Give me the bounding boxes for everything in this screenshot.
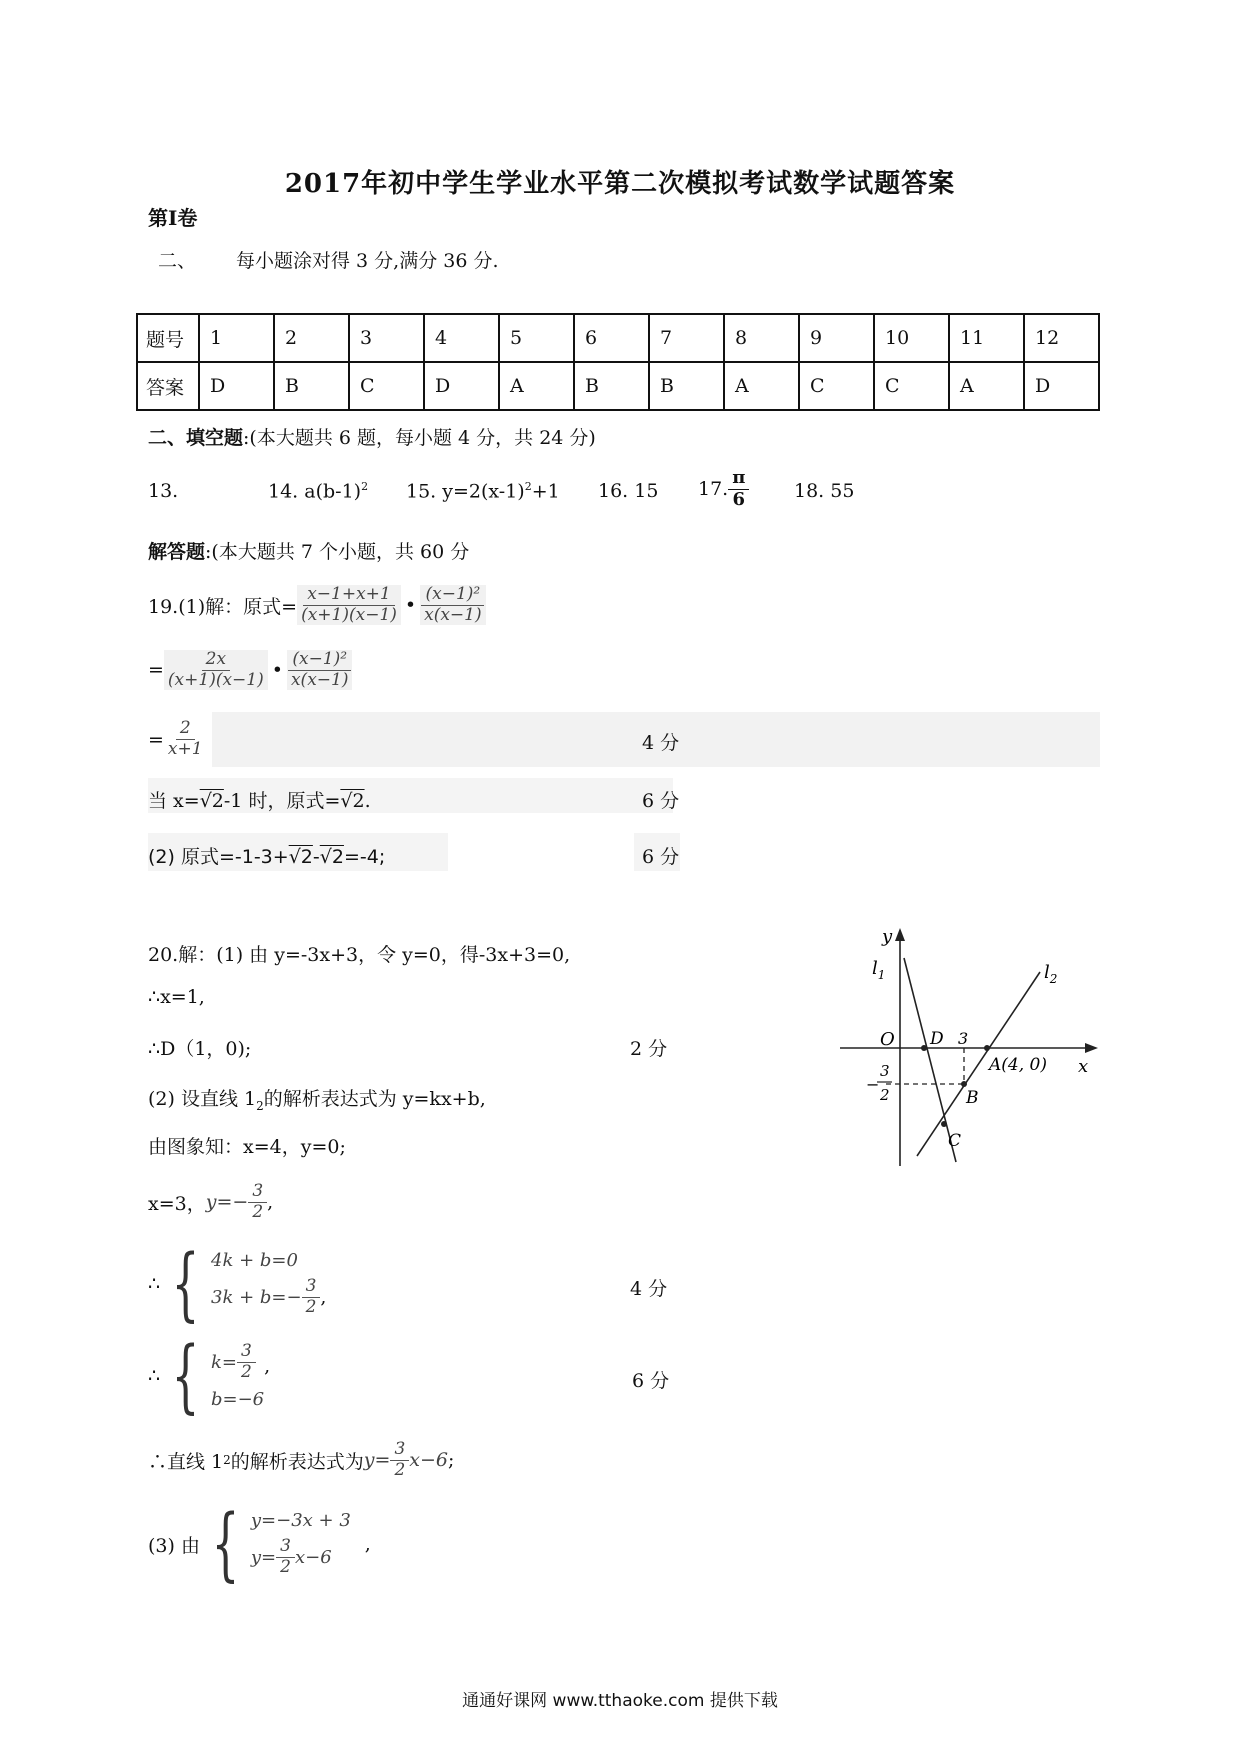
fill-note: :(本大题共 6 题，每小题 4 分，共 24 分): [243, 427, 596, 449]
fraction-numerator: x−1+x+1: [303, 585, 395, 606]
q20-text: ∴直线 1: [148, 1450, 224, 1473]
l2-label: [1044, 962, 1057, 986]
table-cell: C: [874, 362, 949, 410]
fraction: [297, 585, 401, 625]
l2-label-text: l: [1044, 962, 1050, 983]
point-c: [941, 1121, 947, 1127]
fraction-denominator: 2: [280, 1557, 291, 1577]
answer-17-label: 17.: [698, 478, 729, 501]
footer-text: 通通好课网 www.tthaoke.com 提供下载: [462, 1691, 778, 1711]
fraction-denominator: 2: [305, 1297, 317, 1317]
q20-text: x=3，: [148, 1192, 206, 1215]
sqrt-2: √2: [319, 846, 344, 868]
system-row: [211, 1277, 320, 1317]
multiply-dot: •: [404, 594, 417, 616]
answer-15-text: 15. y=2(x-1): [406, 480, 525, 503]
score-label: 2 分: [630, 1038, 668, 1060]
fraction: [390, 1440, 409, 1480]
sqrt-2: √2: [288, 846, 313, 868]
l2-subscript: 2: [1049, 972, 1058, 986]
comma: ,: [264, 1355, 271, 1377]
equation-text: k=: [211, 1352, 237, 1373]
table-cell: D: [424, 362, 499, 410]
equation-text: x−6: [409, 1449, 449, 1471]
solve-note: :(本大题共 7 个小题，共 60 分: [205, 541, 470, 563]
sqrt-2: √2: [199, 790, 224, 812]
answer-14: [268, 480, 368, 502]
page-title: 2017年初中学生学业水平第二次模拟考试数学试题答案: [284, 169, 956, 199]
table-cell: 12: [1024, 314, 1099, 362]
table-cell: B: [649, 362, 724, 410]
l1-label: [872, 958, 885, 982]
coordinate-graph: [840, 920, 1110, 1170]
table-cell: A: [724, 362, 799, 410]
sqrt-2: √2: [340, 790, 365, 812]
comma: ,: [320, 1286, 327, 1308]
table-row: [137, 314, 1099, 362]
fraction: [276, 1537, 295, 1577]
table-cell: C: [349, 362, 424, 410]
equation-text: 3k + b=−: [211, 1287, 302, 1308]
x-axis-label: x: [1078, 1056, 1089, 1077]
q20-text: 的解析表达式为: [230, 1450, 364, 1473]
table-cell: 4: [424, 314, 499, 362]
equation-system-3: [148, 1496, 371, 1592]
q20-text: 的解析表达式为 y=kx+b,: [263, 1088, 486, 1110]
table-cell: B: [574, 362, 649, 410]
fraction-denominator: 2: [241, 1362, 252, 1382]
system-rows: [211, 1250, 320, 1317]
equation-system-1: [148, 1236, 326, 1332]
tick-label-denominator: 2: [880, 1086, 890, 1104]
q19-line-1: [148, 575, 486, 635]
equals-sign: =: [148, 728, 164, 751]
q19-when-text: .: [364, 790, 371, 812]
tick-label-numerator: 3: [880, 1062, 890, 1080]
fraction-denominator: 2: [252, 1201, 264, 1222]
q20-line-5: 由图象知：x=4，y=0;: [148, 1136, 346, 1158]
fill-section-heading: [148, 423, 596, 450]
q20-line-1: 20.解：(1) 由 y=-3x+3，令 y=0，得-3x+3=0,: [148, 944, 571, 966]
comma: ,: [364, 1533, 371, 1555]
point-b-label: B: [966, 1088, 979, 1108]
score-label: 6 分: [642, 846, 680, 868]
system-row: 4k + b=0: [211, 1250, 298, 1272]
fraction-denominator: 6: [732, 488, 746, 510]
system-rows: [251, 1510, 351, 1577]
q20-text: (3) 由: [148, 1534, 200, 1557]
fraction: [287, 650, 353, 690]
table-cell: 7: [649, 314, 724, 362]
table-row: [137, 362, 1099, 410]
q20-line-3: ∴D（1，0);: [148, 1038, 252, 1060]
score-label: 6 分: [642, 790, 680, 812]
tick-label-3: 3: [958, 1029, 969, 1048]
q19-line-3: [148, 712, 207, 767]
fraction-numerator: (x−1)²: [288, 650, 351, 671]
system-rows: [211, 1342, 264, 1409]
fill-heading: 二、填空题: [148, 427, 244, 449]
fraction: [420, 585, 486, 625]
fraction-numerator: 2x: [202, 650, 230, 671]
table-cell: C: [799, 362, 874, 410]
q19-when-text: 当 x=: [148, 790, 200, 812]
fraction: [164, 719, 207, 759]
brace-icon: {: [171, 1237, 200, 1330]
table-cell: 10: [874, 314, 949, 362]
q19-part2-text: -: [312, 846, 320, 868]
score-label: 4 分: [630, 1278, 668, 1300]
q20-text: ,: [267, 1191, 274, 1213]
table-cell: D: [199, 362, 274, 410]
brace-icon: {: [211, 1497, 240, 1590]
q19-when-text: -1 时，原式=: [223, 790, 341, 812]
table-cell: 3: [349, 314, 424, 362]
section-description: 每小题涂对得 3 分,满分 36 分.: [236, 250, 499, 272]
table-cell: 5: [499, 314, 574, 362]
subscript: 2: [223, 1453, 231, 1467]
point-d: [921, 1045, 927, 1051]
equation-text: y=−: [205, 1191, 249, 1213]
x-axis-arrow-icon: [1085, 1043, 1098, 1053]
fraction-denominator: x+1: [167, 739, 203, 759]
fraction-denominator: x(x−1): [290, 669, 349, 690]
q20-line-4: [148, 1084, 486, 1113]
answer-17-fraction: [728, 468, 749, 510]
q19-line-4: [148, 786, 371, 813]
answer-table: [136, 313, 1100, 411]
answer-13: 13.: [148, 480, 179, 502]
answer-14-text: 14. a(b-1): [268, 480, 362, 503]
fraction-numerator: π: [728, 468, 749, 490]
fraction: [164, 650, 268, 690]
equation-system-2: [148, 1328, 270, 1424]
l1-label-text: l: [872, 958, 878, 979]
equals-sign: =: [148, 659, 164, 681]
q20-line-2: ∴x=1,: [148, 986, 205, 1008]
system-row: [211, 1342, 264, 1382]
point-b: [961, 1081, 967, 1087]
fraction-denominator: 2: [394, 1459, 406, 1480]
fraction-numerator: 3: [390, 1440, 409, 1461]
table-cell: 1: [199, 314, 274, 362]
solve-heading: 解答题: [148, 541, 206, 563]
q20-text: (2) 设直线 1: [148, 1088, 257, 1110]
equation-text: x−6: [294, 1547, 332, 1568]
score-label: 4 分: [642, 732, 680, 754]
q19-part2-text: (2) 原式=-1-3+: [148, 846, 289, 868]
point-a-label: A(4, 0): [989, 1055, 1047, 1075]
q19-part2-text: =-4;: [343, 846, 386, 868]
subscript: 2: [256, 1098, 264, 1113]
point-d-label: D: [930, 1029, 944, 1049]
fraction-denominator: (x+1)(x−1): [167, 669, 264, 690]
table-header-cell: 题号: [137, 314, 199, 362]
fraction: [237, 1342, 256, 1382]
q19-line-2: [148, 640, 352, 700]
fraction-numerator: 3: [248, 1182, 267, 1203]
origin-label: O: [880, 1029, 895, 1050]
answer-16: 16. 15: [598, 480, 659, 502]
therefore-symbol: ∴: [148, 1365, 161, 1387]
table-cell: 8: [724, 314, 799, 362]
negative-sign: −: [866, 1075, 880, 1094]
fraction: [248, 1182, 267, 1222]
q19-part-2: [148, 842, 385, 869]
system-row: b=−6: [211, 1388, 265, 1410]
fraction-numerator: 3: [302, 1277, 321, 1298]
q20-line-6: [148, 1174, 273, 1230]
answer-15-exponent: 2: [524, 480, 532, 493]
fraction-numerator: 3: [237, 1342, 256, 1363]
q20-text: ;: [448, 1449, 455, 1471]
table-cell: A: [499, 362, 574, 410]
solve-section-heading: [148, 537, 469, 564]
table-cell: 9: [799, 314, 874, 362]
answer-15-tail: +1: [531, 480, 560, 503]
answer-14-exponent: 2: [361, 480, 369, 493]
y-axis-arrow-icon: [895, 928, 905, 941]
table-cell: B: [274, 362, 349, 410]
fraction-denominator: (x+1)(x−1): [301, 604, 397, 625]
fraction-numerator: 3: [276, 1537, 295, 1558]
point-c-label: C: [948, 1131, 962, 1151]
multiply-dot: •: [271, 659, 283, 681]
part-label: 第Ⅰ卷: [148, 206, 198, 230]
q19-lead: 19.(1)解：原式=: [148, 595, 298, 618]
score-label: 6 分: [632, 1370, 670, 1392]
system-row: [251, 1537, 351, 1577]
table-cell: A: [949, 362, 1024, 410]
fraction-denominator: x(x−1): [424, 604, 482, 625]
table-cell: 6: [574, 314, 649, 362]
table-cell: 11: [949, 314, 1024, 362]
table-cell: D: [1024, 362, 1099, 410]
point-a: [984, 1045, 990, 1051]
answer-17: [698, 468, 749, 510]
fraction-numerator: (x−1)²: [421, 585, 484, 606]
equation-text: y=: [363, 1449, 391, 1471]
table-cell: 2: [274, 314, 349, 362]
answer-18: 18. 55: [794, 480, 855, 502]
equation-text: y=: [250, 1547, 277, 1568]
brace-icon: {: [171, 1329, 200, 1422]
answer-15: [406, 480, 560, 502]
fraction-numerator: 2: [176, 719, 195, 740]
section-number: 二、: [158, 250, 197, 272]
q20-line-7: [148, 1432, 454, 1488]
l1-subscript: 1: [877, 968, 886, 982]
system-row: y=−3x + 3: [250, 1510, 351, 1532]
therefore-symbol: ∴: [148, 1273, 161, 1295]
y-axis-label: y: [882, 926, 893, 947]
fraction: [302, 1277, 321, 1317]
table-header-cell: 答案: [137, 362, 199, 410]
